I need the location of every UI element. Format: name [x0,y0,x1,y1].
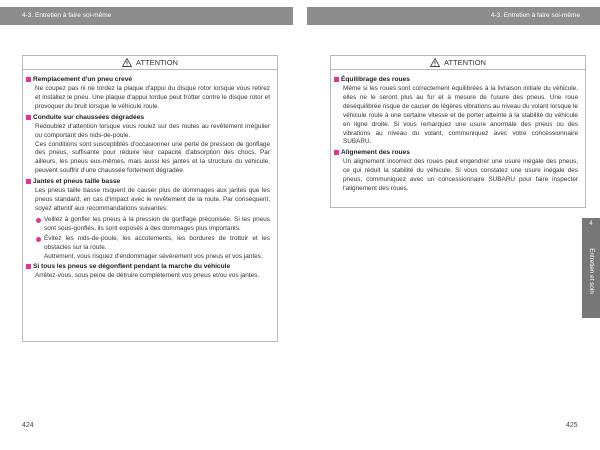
header-right: 4-3. Entretien à faire soi-même [307,7,600,25]
section-title: Jantes et pneus taille basse [26,178,274,185]
bullet-square-icon [334,150,339,155]
bullet-square-icon [26,77,31,82]
section-paragraph: Ces conditions sont susceptibles d'occasionner une perte de pression de gonflage des pneus, suffisante pour réduire leur capacité d'absorption des chocs. Par ailleurs, les pneus eux-mêmes, mais aussi les jantes et la structure du véhicule, peuvent souffrir d'une chaussée fortement dégradée. [35,140,270,175]
section-paragraph: Même si les roues sont correctement équilibrées à la livraison initiale du véhicule, elles ne le seront plus au fur et à mesure de l'usure des pneus. Une roue déséquilibrée risque de causer de légères vibrations au niveau du volant lorsque le véhicule roule à une certaine vitesse et de porter atteinte à la stabilité du véhicule en ligne droite. Si vous remarquez une usure anormale des pneus ou des vibrations au niveau du volant, communiquez avec votre concessionnaire SUBARU. [343,85,578,146]
section-paragraph: Ne coupez pas ni ne tordez la plaque d'appui du disque rotor lorsque vous retirez et installez le pneu. Une plaque d'appui tordue peut frotter contre le disque rotor et provoquer du bruit lorsque le véhicule roule. [35,85,270,110]
attention-header-right [331,56,585,70]
warning-icon [430,58,440,67]
chapter-label: Entretien et soin [588,248,595,294]
bullet-item: Évitez les nids-de-poule, les accotements, les bordures de trottoir et les obstacles sur la route. [26,235,274,253]
section-title: Équilibrage des roues [334,76,582,83]
bullet-square-icon [26,264,31,269]
attention-label: ATTENTION [136,58,178,67]
bullet-square-icon [26,179,31,184]
bullet-square-icon [26,115,31,120]
bullet-dot-icon [36,237,41,242]
page-number-left: 424 [22,422,34,429]
section-paragraph: Un alignement incorrect des roues peut engendrer une usure inégale des pneus, ce qui réduit la stabilité du véhicule. Si vous constatez une usure inégale des pneus, communiquez avec un concessionnaire SUBARU pour faire inspecter l'alignement des roues. [343,158,578,193]
chapter-number: 4 [589,221,593,227]
bullet-dot-icon [36,218,41,223]
section-title: Alignement des roues [334,149,582,156]
section-paragraph: Les pneus taille basse risquent de causer plus de dommages aux jantes que les pneus standard, en cas d'impact avec le revêtement de la route. Par conséquent, soyez attentif aux recommandations suivantes: [35,187,270,212]
attention-label: ATTENTION [444,58,486,67]
page-number-right: 425 [566,422,578,429]
section-paragraph: Redoublez d'attention lorsque vous roulez sur des routes au revêtement irrégulier ou comportant des nids-de-poule. [35,122,270,139]
bullet-square-icon [334,77,339,82]
attention-box-right [330,55,586,208]
section-paragraph: Arrêtez-vous, sous peine de détruire complètement vos pneus et/ou vos jantes. [35,272,260,280]
section-title: Conduite sur chaussées dégradées [26,114,274,121]
bullet-item: Veillez à gonfler les pneus à la pression de gonflage préconisée. Si les pneus sont sous-gonflés, ils sont exposés à des dommages plus importants. [26,216,274,234]
section-title: Si tous les pneus se dégonflent pendant la marche du véhicule [26,263,274,270]
warning-icon [122,58,132,67]
attention-header-left [23,56,277,70]
bullet-note: Autrement, vous risquez d'endommager sévèrement vos pneus et vos jantes. [44,252,263,260]
header-left: 4-3. Entretien à faire soi-même [0,7,293,25]
attention-box-left [22,55,278,342]
section-title: Remplacement d'un pneu crevé [26,76,274,83]
